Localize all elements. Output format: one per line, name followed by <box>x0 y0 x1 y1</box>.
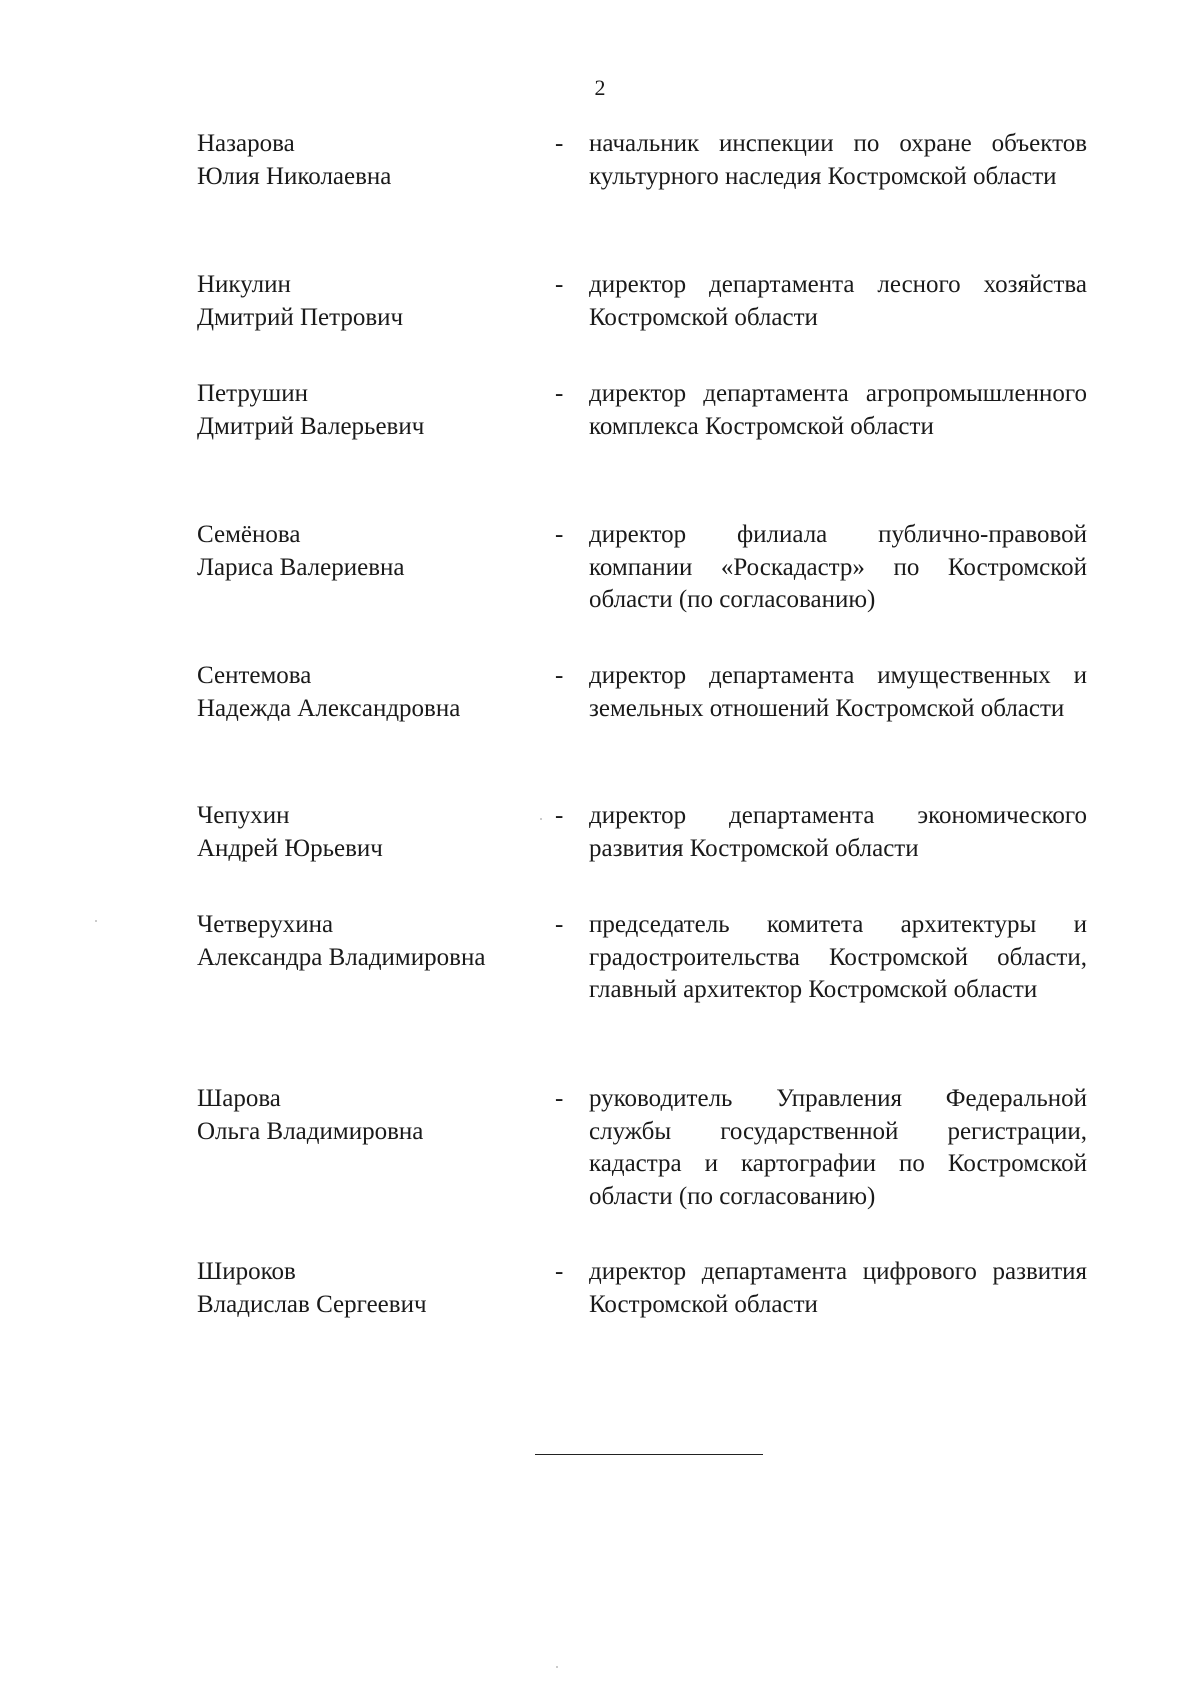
member-surname: Шарова <box>197 1085 281 1112</box>
member-given-names: Владислав Сергеевич <box>197 1290 427 1318</box>
separator-dash: - <box>555 521 564 548</box>
member-given-names: Надежда Александровна <box>197 694 461 722</box>
member-name <box>197 800 557 865</box>
scan-speck <box>95 920 97 922</box>
member-surname: Никулин <box>197 271 291 298</box>
member-given-names: Ольга Владимировна <box>197 1117 424 1145</box>
member-name <box>197 1083 557 1148</box>
member-role: начальник инспекции по охране объектов культурного наследия Костромской области <box>589 130 1087 190</box>
member-name <box>197 128 557 193</box>
member-entry <box>197 1083 1097 1223</box>
separator-dash: - <box>555 1085 564 1112</box>
member-role: директор департамента имущественных и земельных отношений Костромской области <box>589 662 1087 722</box>
member-role: руководитель Управления Федеральной службы государственной регистрации, кадастра и картографии по Костромской области (по согласованию) <box>589 1085 1087 1210</box>
member-entry <box>197 1256 1097 1396</box>
separator-dash: - <box>555 271 564 298</box>
member-name <box>197 269 557 334</box>
member-role: председатель комитета архитектуры и градостроительства Костромской области, главный архитектор Костромской области <box>589 911 1087 1003</box>
member-role: директор департамента экономического развития Костромской области <box>589 802 1087 862</box>
separator-dash: - <box>555 662 564 689</box>
member-entry <box>197 519 1097 659</box>
page-number: 2 <box>594 75 606 100</box>
separator-dash: - <box>555 130 564 157</box>
member-name <box>197 660 557 725</box>
separator-dash: - <box>555 911 564 938</box>
member-role: директор департамента лесного хозяйства Костромской области <box>589 271 1087 331</box>
member-name <box>197 909 557 974</box>
end-of-list-rule <box>535 1454 763 1455</box>
member-given-names: Лариса Валериевна <box>197 553 405 581</box>
member-given-names: Дмитрий Валерьевич <box>197 412 425 440</box>
separator-dash: - <box>555 380 564 407</box>
member-entry <box>197 128 1097 268</box>
member-given-names: Юлия Николаевна <box>197 162 392 190</box>
member-name <box>197 519 557 584</box>
member-entry <box>197 378 1097 518</box>
member-given-names: Дмитрий Петрович <box>197 303 404 331</box>
member-entry <box>197 909 1097 1049</box>
member-role: директор департамента цифрового развития Костромской области <box>589 1258 1087 1318</box>
member-role: директор департамента агропромышленного комплекса Костромской области <box>589 380 1087 440</box>
member-surname: Широков <box>197 1258 296 1285</box>
separator-dash: - <box>555 1258 564 1285</box>
member-given-names: Александра Владимировна <box>197 943 486 971</box>
member-surname: Четверухина <box>197 911 334 938</box>
member-surname: Семёнова <box>197 521 301 548</box>
member-entry <box>197 660 1097 800</box>
member-name <box>197 1256 557 1321</box>
member-role: директор филиала публично-правовой компании «Роскадастр» по Костромской области (по согласованию) <box>589 521 1087 613</box>
separator-dash: - <box>555 802 564 829</box>
scan-speck <box>556 1666 558 1668</box>
member-surname: Петрушин <box>197 380 309 407</box>
member-surname: Назарова <box>197 130 295 157</box>
member-given-names: Андрей Юрьевич <box>197 834 383 862</box>
scan-speck <box>540 818 542 820</box>
member-surname: Чепухин <box>197 802 290 829</box>
member-name <box>197 378 557 443</box>
member-surname: Сентемова <box>197 662 312 689</box>
